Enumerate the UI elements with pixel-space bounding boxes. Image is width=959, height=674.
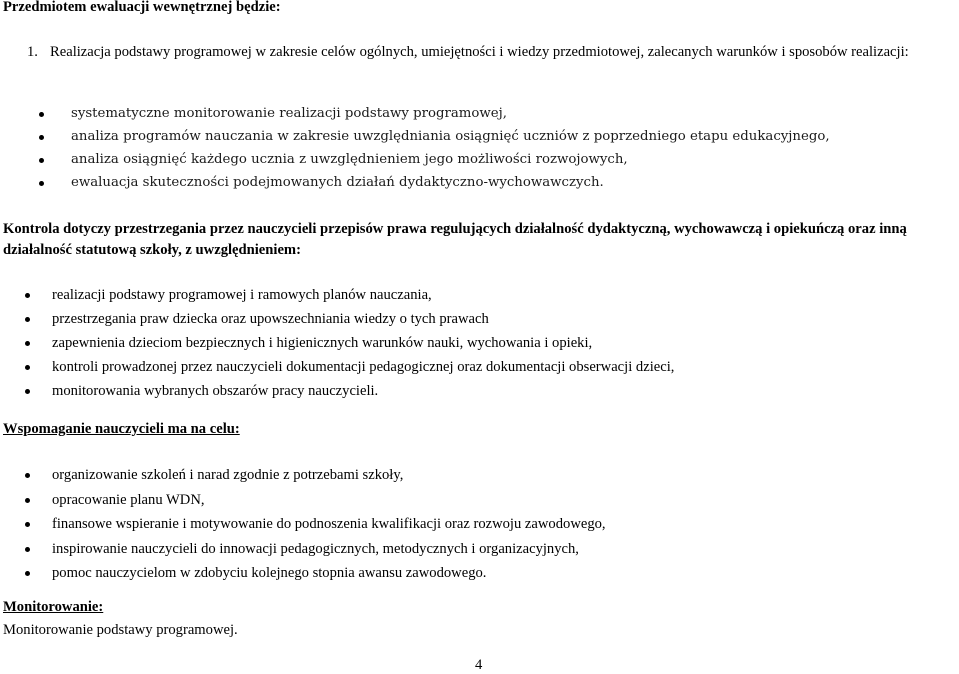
list-item: monitorowania wybranych obszarów pracy nauczycieli. <box>52 381 674 405</box>
section3-heading: Wspomaganie nauczycieli ma na celu: <box>3 421 240 437</box>
list-item: inspirowanie nauczycieli do innowacji pedagogicznych, metodycznych i organizacyjnych, <box>52 539 606 564</box>
section1-heading: Przedmiotem ewaluacji wewnętrznej będzie: <box>3 0 281 15</box>
section2-bullet-list <box>52 285 674 405</box>
list-item: kontroli prowadzonej przez nauczycieli dokumentacji pedagogicznej oraz dokumentacji obserwacji dzieci, <box>52 357 674 381</box>
section2-paragraph: Kontrola dotyczy przestrzegania przez nauczycieli przepisów prawa regulujących działalność dydaktyczną, wychowawczą i opiekuńczą oraz inną działalność statutową szkoły, z uwzględnieniem: <box>3 221 907 258</box>
numbered-item-1 <box>27 42 957 63</box>
section1-bullet-list <box>71 104 830 196</box>
section4-heading: Monitorowanie: <box>3 599 104 615</box>
list-item: realizacji podstawy programowej i ramowych planów nauczania, <box>52 285 674 309</box>
list-item: pomoc nauczycielom w zdobyciu kolejnego stopnia awansu zawodowego. <box>52 563 606 588</box>
page-number: 4 <box>475 657 483 673</box>
list-item: zapewnienia dzieciom bezpiecznych i higienicznych warunków nauki, wychowania i opieki, <box>52 333 674 357</box>
section3-bullet-list <box>52 465 606 588</box>
list-item: przestrzegania praw dziecka oraz upowszechniania wiedzy o tych prawach <box>52 309 674 333</box>
item-text: Realizacja podstawy programowej w zakresie celów ogólnych, umiejętności i wiedzy przedmiotowej, zalecanych warunków i sposobów realizacji: <box>50 44 909 60</box>
section4-text: Monitorowanie podstawy programowej. <box>3 622 238 638</box>
list-item: analiza programów nauczania w zakresie uwzględniania osiągnięć uczniów z poprzedniego etapu edukacyjnego, <box>71 127 830 150</box>
list-item: systematyczne monitorowanie realizacji podstawy programowej, <box>71 104 830 127</box>
list-item: analiza osiągnięć każdego ucznia z uwzględnieniem jego możliwości rozwojowych, <box>71 150 830 173</box>
item-number: 1. <box>27 44 38 60</box>
list-item: opracowanie planu WDN, <box>52 490 606 515</box>
list-item: finansowe wspieranie i motywowanie do podnoszenia kwalifikacji oraz rozwoju zawodowego, <box>52 514 606 539</box>
list-item: organizowanie szkoleń i narad zgodnie z potrzebami szkoły, <box>52 465 606 490</box>
list-item: ewaluacja skuteczności podejmowanych działań dydaktyczno-wychowawczych. <box>71 173 830 196</box>
